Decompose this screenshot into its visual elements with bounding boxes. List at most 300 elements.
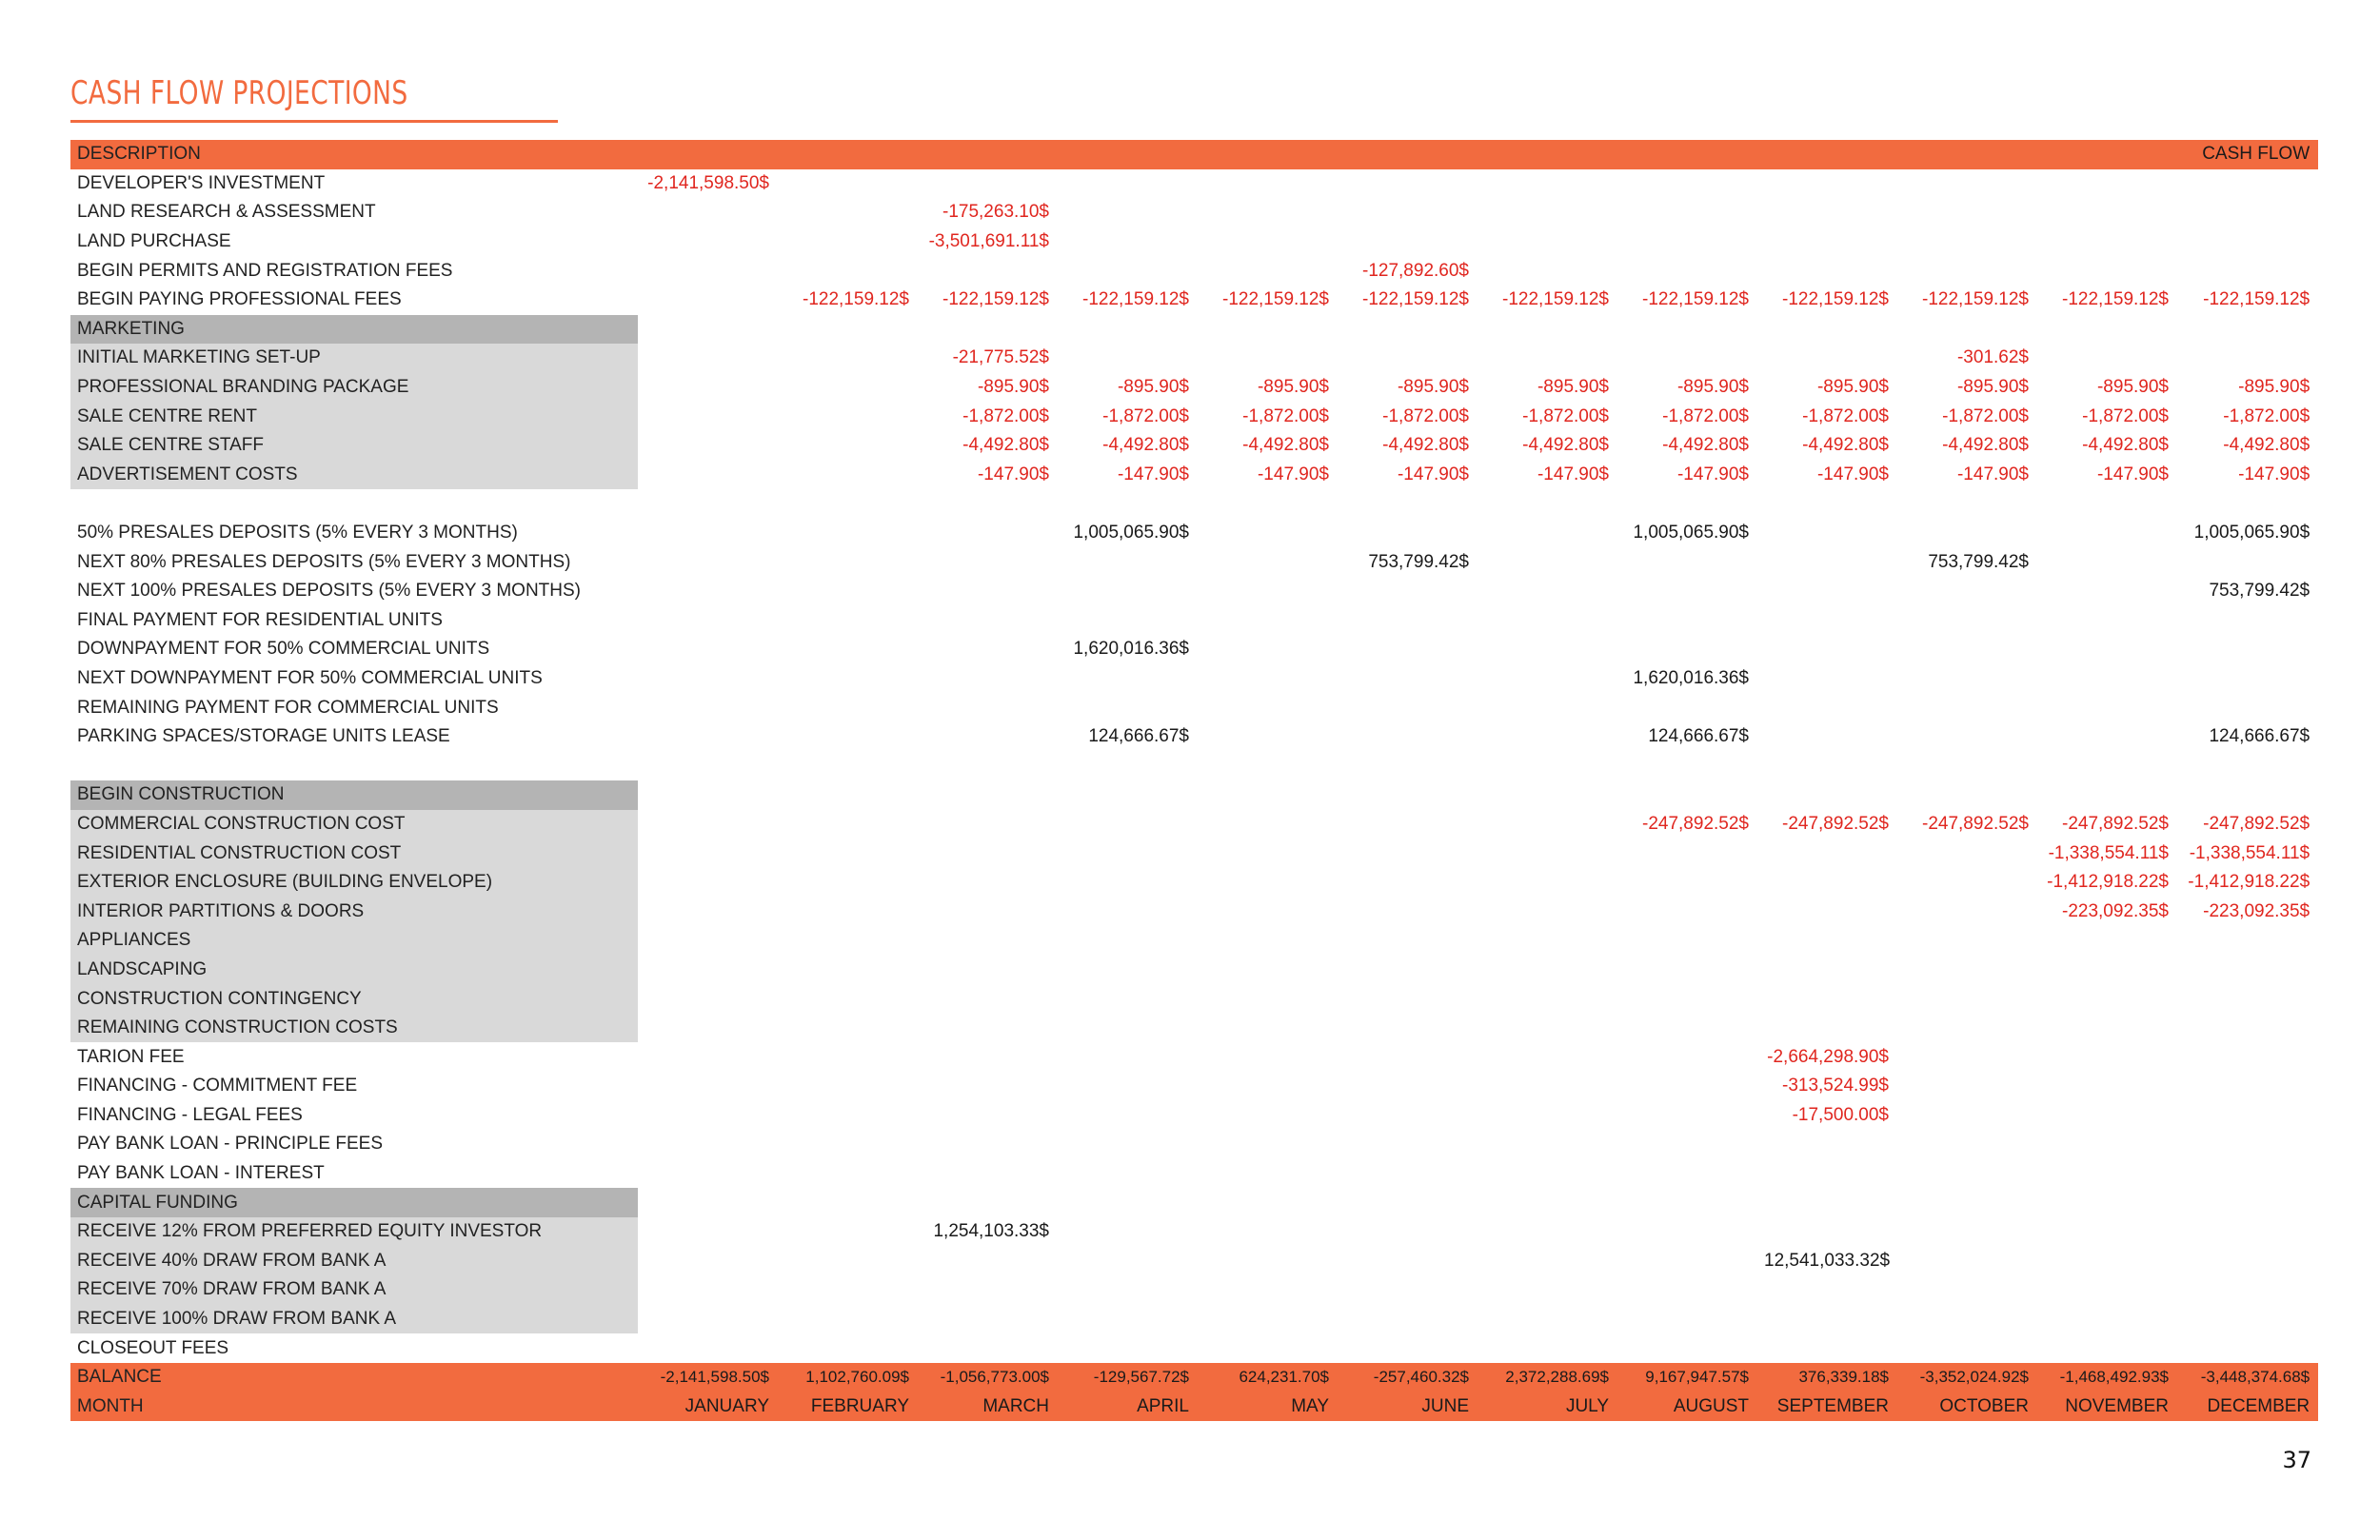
cell-value <box>1897 722 2037 752</box>
cell-value: -147.90$ <box>2238 464 2311 484</box>
cell-value <box>778 897 918 926</box>
cell-value <box>1617 1305 1757 1334</box>
cell-value <box>778 606 918 636</box>
cell-value <box>638 664 778 694</box>
cell-value <box>778 431 918 461</box>
cell-value <box>1478 1014 1617 1043</box>
row-label: PARKING SPACES/STORAGE UNITS LEASE <box>77 726 450 747</box>
cell-value: -147.90$ <box>1117 464 1189 484</box>
cell-value <box>1897 926 2037 956</box>
cell-value <box>638 519 778 548</box>
cell-value <box>1757 1305 1897 1334</box>
cell-value <box>1757 1188 1897 1217</box>
cell-value <box>1617 227 1757 257</box>
cell-value <box>2037 227 2177 257</box>
cell-value <box>2037 1101 2177 1131</box>
cell-value <box>1617 693 1757 722</box>
cell-value <box>1058 344 1198 373</box>
cell-value <box>1338 577 1478 606</box>
cell-value <box>918 956 1058 985</box>
cell-value <box>1198 606 1338 636</box>
cell-value <box>1617 1333 1757 1363</box>
cell-value <box>2037 1042 2177 1072</box>
cell-value: -4,492.80$ <box>962 435 1049 456</box>
cell-value <box>2037 169 2177 199</box>
cell-value: -1,872.00$ <box>1242 405 1329 426</box>
cell-value <box>1617 751 1757 780</box>
cell-value <box>1198 489 1338 519</box>
cell-value <box>1617 956 1757 985</box>
cell-value <box>1058 751 1198 780</box>
cell-value <box>778 1159 918 1189</box>
cell-value <box>2177 926 2318 956</box>
section-header-row <box>70 1188 2318 1217</box>
table-row <box>70 1333 2318 1363</box>
cell-value: -1,872.00$ <box>2082 405 2169 426</box>
cell-value <box>918 577 1058 606</box>
cell-value <box>1198 519 1338 548</box>
cell-value <box>2037 1188 2177 1217</box>
cell-value <box>1478 606 1617 636</box>
spacer-row <box>70 489 2318 519</box>
cell-value: 1,620,016.36$ <box>1073 639 1189 660</box>
cell-value <box>918 489 1058 519</box>
cell-value <box>1338 315 1478 345</box>
cell-value <box>638 547 778 577</box>
month-label-cell: MAY <box>1198 1392 1338 1422</box>
cell-value <box>1617 780 1757 810</box>
cell-value <box>1617 926 1757 956</box>
cell-value <box>1338 1333 1478 1363</box>
table-row <box>70 169 2318 199</box>
cell-value: -147.90$ <box>1257 464 1329 484</box>
table-row <box>70 227 2318 257</box>
cell-value <box>638 227 778 257</box>
table-row <box>70 839 2318 868</box>
cell-value: -122,159.12$ <box>1082 289 1189 310</box>
cell-value <box>1198 344 1338 373</box>
table-row <box>70 286 2318 315</box>
table-row <box>70 868 2318 898</box>
cell-value: -122,159.12$ <box>1362 289 1469 310</box>
cell-value <box>1338 1101 1478 1131</box>
cell-value <box>1338 722 1478 752</box>
cell-value <box>2037 1333 2177 1363</box>
cell-value <box>1478 1159 1617 1189</box>
cell-value <box>918 635 1058 664</box>
cell-value <box>778 169 918 199</box>
cell-value: -1,412,918.22$ <box>2047 872 2169 893</box>
cell-value <box>1338 956 1478 985</box>
cell-value <box>1338 810 1478 839</box>
cell-value: -4,492.80$ <box>1242 435 1329 456</box>
cell-value <box>1617 1072 1757 1101</box>
cell-value <box>918 1014 1058 1043</box>
cell-value: 1,620,016.36$ <box>1633 667 1749 688</box>
cell-value: -1,338,554.11$ <box>2048 842 2169 863</box>
table-row <box>70 635 2318 664</box>
cell-value: -1,872.00$ <box>2223 405 2311 426</box>
table-row <box>70 1101 2318 1131</box>
cell-value <box>1617 1188 1757 1217</box>
table-row <box>70 1247 2318 1276</box>
cell-value <box>638 1159 778 1189</box>
cell-value <box>1338 1217 1478 1247</box>
cell-value <box>778 751 918 780</box>
cell-value <box>1478 1333 1617 1363</box>
cell-value <box>778 315 918 345</box>
cell-value <box>778 1042 918 1072</box>
cell-value <box>1897 1072 2037 1101</box>
cell-value <box>638 286 778 315</box>
row-label: 50% PRESALES DEPOSITS (5% EVERY 3 MONTHS) <box>77 523 518 543</box>
row-label: FINANCING - LEGAL FEES <box>77 1104 303 1125</box>
cell-value <box>1058 1014 1198 1043</box>
cell-value <box>1478 1247 1617 1276</box>
row-label: INTERIOR PARTITIONS & DOORS <box>70 897 638 926</box>
row-label: FINAL PAYMENT FOR RESIDENTIAL UNITS <box>77 609 443 630</box>
cell-value: -147.90$ <box>1816 464 1889 484</box>
cell-value <box>1757 868 1897 898</box>
cell-value <box>2177 344 2318 373</box>
row-label: RECEIVE 40% DRAW FROM BANK A <box>70 1247 638 1276</box>
cell-value <box>2037 606 2177 636</box>
cell-value <box>638 1333 778 1363</box>
cell-value <box>1617 606 1757 636</box>
row-label: NEXT DOWNPAYMENT FOR 50% COMMERCIAL UNITS <box>77 667 543 688</box>
balance-value: -1,056,773.00$ <box>918 1363 1058 1392</box>
cell-value: -895.90$ <box>2238 377 2311 398</box>
month-label-cell: JULY <box>1478 1392 1617 1422</box>
cell-value <box>638 1042 778 1072</box>
cell-value <box>1058 956 1198 985</box>
cell-value <box>2177 1188 2318 1217</box>
cell-value <box>1897 839 2037 868</box>
cell-value <box>1617 1159 1757 1189</box>
cell-value <box>1338 984 1478 1014</box>
cell-value <box>778 693 918 722</box>
spacer-row <box>70 751 2318 780</box>
cell-value <box>778 868 918 898</box>
cell-value <box>1058 577 1198 606</box>
cell-value <box>1058 926 1198 956</box>
cell-value <box>778 664 918 694</box>
cell-value <box>1198 868 1338 898</box>
cell-value: -147.90$ <box>1397 464 1469 484</box>
cell-value <box>1897 227 2037 257</box>
balance-value: -2,141,598.50$ <box>638 1363 778 1392</box>
cell-value <box>638 606 778 636</box>
cell-value: -895.90$ <box>1676 377 1749 398</box>
cell-value <box>918 984 1058 1014</box>
cell-value: -21,775.52$ <box>952 347 1049 368</box>
cell-value <box>1757 547 1897 577</box>
cell-value <box>778 489 918 519</box>
cell-value <box>1897 1217 2037 1247</box>
cell-value <box>778 256 918 286</box>
month-label-cell: JANUARY <box>638 1392 778 1422</box>
cell-value <box>2037 635 2177 664</box>
cell-value <box>2037 1130 2177 1159</box>
row-label: RESIDENTIAL CONSTRUCTION COST <box>70 839 638 868</box>
cell-value <box>1338 1305 1478 1334</box>
title-underline <box>70 120 558 123</box>
cell-value <box>1478 256 1617 286</box>
cell-value <box>1338 1014 1478 1043</box>
cell-value <box>1617 577 1757 606</box>
balance-value: -3,448,374.68$ <box>2177 1363 2318 1392</box>
cell-value <box>1757 519 1897 548</box>
table-row <box>70 1014 2318 1043</box>
cell-value <box>1757 984 1897 1014</box>
cell-value <box>1058 1305 1198 1334</box>
cell-value <box>1478 1217 1617 1247</box>
cell-value <box>1757 606 1897 636</box>
cell-value <box>638 984 778 1014</box>
row-label: LAND RESEARCH & ASSESSMENT <box>77 202 376 223</box>
cell-value <box>1897 664 2037 694</box>
table-row <box>70 897 2318 926</box>
cell-value: -122,159.12$ <box>942 289 1049 310</box>
cell-value <box>2177 780 2318 810</box>
cell-value <box>1058 227 1198 257</box>
cell-value: -3,501,691.11$ <box>928 231 1049 252</box>
cell-value: -1,872.00$ <box>1522 405 1609 426</box>
table-body <box>70 169 2318 1363</box>
cell-value <box>918 1305 1058 1334</box>
row-label: PAY BANK LOAN - PRINCIPLE FEES <box>77 1134 383 1155</box>
cell-value <box>1338 1247 1478 1276</box>
cell-value: -122,159.12$ <box>1782 289 1889 310</box>
cell-value: -1,872.00$ <box>1382 405 1469 426</box>
cell-value: -147.90$ <box>1956 464 2029 484</box>
cell-value <box>1198 1130 1338 1159</box>
cell-value <box>1478 693 1617 722</box>
cell-value <box>1478 751 1617 780</box>
cell-value <box>778 1305 918 1334</box>
cell-value: -1,412,918.22$ <box>2188 872 2311 893</box>
cell-value <box>778 198 918 227</box>
cell-value <box>1478 1072 1617 1101</box>
cell-value <box>1338 926 1478 956</box>
cell-value <box>2037 693 2177 722</box>
table-row <box>70 577 2318 606</box>
cell-value <box>1338 664 1478 694</box>
cell-value <box>2177 256 2318 286</box>
cell-value <box>1198 1305 1338 1334</box>
table-row <box>70 344 2318 373</box>
cell-value <box>638 868 778 898</box>
cell-value <box>2177 1333 2318 1363</box>
cell-value <box>1478 1188 1617 1217</box>
row-label: FINANCING - COMMITMENT FEE <box>77 1076 358 1096</box>
row-label: CLOSEOUT FEES <box>77 1337 229 1358</box>
cell-value <box>2177 1247 2318 1276</box>
cell-value <box>1757 169 1897 199</box>
cell-value <box>778 956 918 985</box>
cell-value <box>1478 722 1617 752</box>
cell-value <box>2177 956 2318 985</box>
row-label: RECEIVE 12% FROM PREFERRED EQUITY INVESTOR <box>70 1217 638 1247</box>
cell-value <box>778 577 918 606</box>
cell-value <box>2177 489 2318 519</box>
cell-value: 1,005,065.90$ <box>1633 523 1749 543</box>
cell-value <box>1058 780 1198 810</box>
cell-value <box>1338 227 1478 257</box>
row-label: SALE CENTRE STAFF <box>70 431 638 461</box>
cell-value: -223,092.35$ <box>2062 900 2169 921</box>
row-label: REMAINING CONSTRUCTION COSTS <box>70 1014 638 1043</box>
cell-value <box>1478 315 1617 345</box>
cell-value <box>1478 868 1617 898</box>
cell-value <box>1897 256 2037 286</box>
cell-value <box>1757 956 1897 985</box>
cell-value <box>1338 1275 1478 1305</box>
cell-value: -4,492.80$ <box>1102 435 1189 456</box>
cell-value <box>1198 577 1338 606</box>
month-row <box>70 1392 2318 1422</box>
cell-value <box>1897 489 2037 519</box>
cell-value <box>1617 868 1757 898</box>
cell-value <box>2177 198 2318 227</box>
cell-value <box>1058 1333 1198 1363</box>
cell-value <box>1478 1130 1617 1159</box>
cell-value <box>1757 489 1897 519</box>
cell-value: -4,492.80$ <box>1522 435 1609 456</box>
cell-value <box>778 1275 918 1305</box>
cell-value <box>1198 1101 1338 1131</box>
cell-value <box>1897 1130 2037 1159</box>
cell-value <box>1478 519 1617 548</box>
cell-value <box>1198 839 1338 868</box>
cell-value <box>1198 635 1338 664</box>
cell-value <box>2177 547 2318 577</box>
cell-value <box>1478 810 1617 839</box>
cell-value <box>1478 489 1617 519</box>
cell-value <box>638 315 778 345</box>
cell-value <box>1897 897 2037 926</box>
cell-value <box>918 751 1058 780</box>
balance-value: 1,102,760.09$ <box>778 1363 918 1392</box>
balance-value: -3,352,024.92$ <box>1897 1363 2037 1392</box>
cell-value: -2,664,298.90$ <box>1767 1046 1889 1067</box>
cell-value: -127,892.60$ <box>1362 260 1469 281</box>
cell-value: 1,005,065.90$ <box>1073 523 1189 543</box>
row-label: TARION FEE <box>77 1046 185 1067</box>
cell-value <box>1897 577 2037 606</box>
cell-value <box>1897 169 2037 199</box>
table-row <box>70 256 2318 286</box>
row-label: MARKETING <box>70 315 638 345</box>
cell-value: 124,666.67$ <box>2209 726 2311 747</box>
month-label-cell: JUNE <box>1338 1392 1478 1422</box>
cell-value <box>1757 1159 1897 1189</box>
cell-value <box>2177 1101 2318 1131</box>
cell-value <box>1058 606 1198 636</box>
cell-value <box>638 373 778 403</box>
page-number: 37 <box>2282 1447 2311 1473</box>
cell-value: -247,892.52$ <box>2203 813 2311 834</box>
table-row <box>70 373 2318 403</box>
cell-value <box>2037 956 2177 985</box>
cell-value <box>2177 1042 2318 1072</box>
cell-value <box>638 1014 778 1043</box>
cell-value <box>778 1130 918 1159</box>
cell-value <box>918 1130 1058 1159</box>
cell-value <box>2037 926 2177 956</box>
cell-value <box>638 1188 778 1217</box>
cell-value <box>1058 1275 1198 1305</box>
cell-value <box>2037 1159 2177 1189</box>
cell-value <box>638 722 778 752</box>
cell-value <box>1478 1275 1617 1305</box>
table-row <box>70 1159 2318 1189</box>
cell-value: 124,666.67$ <box>1088 726 1189 747</box>
cell-value <box>1757 926 1897 956</box>
balance-row <box>70 1363 2318 1392</box>
cell-value <box>1058 169 1198 199</box>
cell-value <box>918 1188 1058 1217</box>
cell-value: -122,159.12$ <box>2203 289 2311 310</box>
header-description: DESCRIPTION <box>70 140 638 169</box>
balance-value: 9,167,947.57$ <box>1617 1363 1757 1392</box>
cell-value <box>778 402 918 431</box>
cell-value <box>1338 780 1478 810</box>
cell-value <box>2177 693 2318 722</box>
cell-value: -1,872.00$ <box>1802 405 1889 426</box>
cell-value <box>1617 1101 1757 1131</box>
cell-value <box>1757 256 1897 286</box>
cell-value <box>2037 984 2177 1014</box>
month-label-cell: NOVEMBER <box>2037 1392 2177 1422</box>
cell-value <box>1198 1072 1338 1101</box>
cell-value <box>1757 839 1897 868</box>
cell-value <box>1478 780 1617 810</box>
cell-value <box>1897 606 2037 636</box>
cell-value: -122,159.12$ <box>1502 289 1609 310</box>
cell-value: 753,799.42$ <box>1928 551 2029 572</box>
cell-value <box>918 169 1058 199</box>
balance-value: -257,460.32$ <box>1338 1363 1478 1392</box>
cell-value <box>1897 1042 2037 1072</box>
row-label: EXTERIOR ENCLOSURE (BUILDING ENVELOPE) <box>70 868 638 898</box>
cell-value <box>1338 1042 1478 1072</box>
cell-value <box>1058 868 1198 898</box>
row-label: LAND PURCHASE <box>77 231 231 252</box>
cell-value <box>638 1130 778 1159</box>
month-label-cell: MARCH <box>918 1392 1058 1422</box>
row-label: BEGIN PAYING PROFESSIONAL FEES <box>77 289 402 310</box>
cell-value <box>1757 198 1897 227</box>
table-row <box>70 461 2318 490</box>
cell-value <box>1757 751 1897 780</box>
cell-value: 12,541,033.32$ <box>1764 1250 1891 1271</box>
cell-value <box>778 722 918 752</box>
cell-value <box>638 198 778 227</box>
cell-value: -895.90$ <box>1537 377 1609 398</box>
cell-value <box>1198 1014 1338 1043</box>
cell-value <box>918 1101 1058 1131</box>
cell-value <box>1617 169 1757 199</box>
cell-value <box>1338 868 1478 898</box>
cell-value <box>918 1159 1058 1189</box>
cell-value <box>1897 984 2037 1014</box>
cell-value: -122,159.12$ <box>1642 289 1749 310</box>
cell-value: -4,492.80$ <box>2223 435 2311 456</box>
cell-value: -223,092.35$ <box>2203 900 2311 921</box>
cell-value: -147.90$ <box>1537 464 1609 484</box>
cell-value <box>1757 1275 1897 1305</box>
